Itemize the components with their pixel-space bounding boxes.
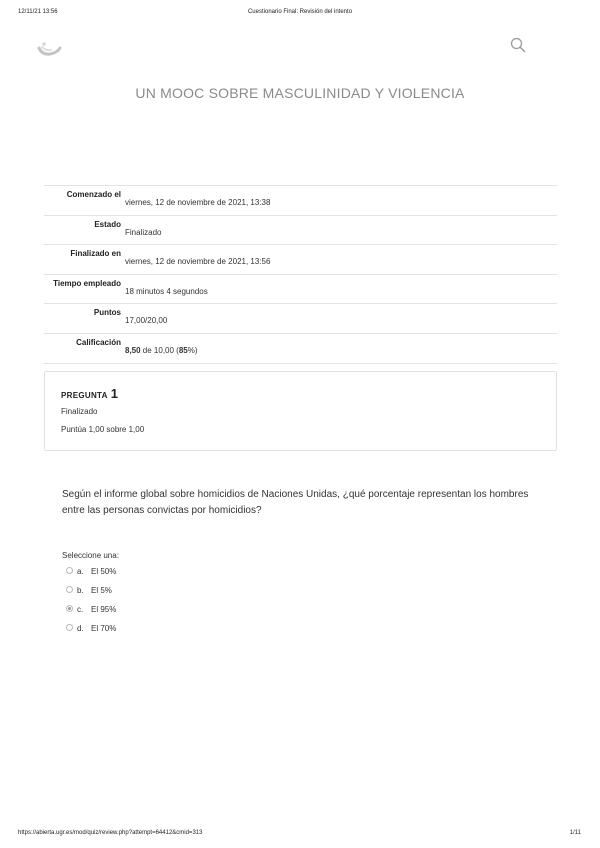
option-letter: b. <box>77 586 84 595</box>
grade-percent: 85 <box>178 345 188 355</box>
question-info-box <box>44 371 557 451</box>
site-logo-icon[interactable] <box>36 38 62 58</box>
question-text: Según el informe global sobre homicidios de Naciones Unidas, ¿qué porcentaje representan los hombres entre las personas convictas por homicidios? <box>62 489 529 516</box>
summary-label: Puntos <box>93 308 121 318</box>
option-text: El 50% <box>91 567 117 576</box>
question-number: 1 <box>110 386 119 401</box>
option-text: El 70% <box>91 624 117 633</box>
summary-label: Estado <box>94 219 121 229</box>
print-date: 12/11/21 13:56 <box>18 9 58 15</box>
radio-button-selected[interactable] <box>66 605 73 612</box>
summary-label: Comenzado el <box>66 190 121 199</box>
summary-row-time-taken <box>44 275 557 305</box>
attempt-summary-table <box>44 185 557 364</box>
summary-grade-value <box>125 346 198 355</box>
course-title: UN MOOC SOBRE MASCULINIDAD Y VIOLENCIA <box>135 85 465 101</box>
summary-row-points <box>44 304 557 334</box>
summary-row-state <box>44 216 557 246</box>
radio-button[interactable] <box>66 624 73 631</box>
question-grade: Puntúa 1,00 sobre 1,00 <box>61 425 145 434</box>
radio-button[interactable] <box>66 586 73 593</box>
summary-value: 17,00/20,00 <box>125 316 168 326</box>
grade-middle: de 10,00 ( <box>140 345 179 355</box>
print-document-title: Cuestionario Final: Revisión del intento <box>247 9 353 15</box>
summary-label: Calificación <box>76 337 121 347</box>
summary-value: viernes, 12 de noviembre de 2021, 13:56 <box>125 257 271 267</box>
option-letter: d. <box>77 624 84 633</box>
print-url: https://abierta.ugr.es/mod/quiz/review.php?attempt=64412&cmid=313 <box>18 830 203 836</box>
search-icon[interactable] <box>510 37 526 53</box>
answer-prompt: Seleccione una: <box>62 551 119 560</box>
option-letter: a. <box>77 567 84 576</box>
summary-row-grade <box>44 334 557 364</box>
grade-score: 8,50 <box>125 345 141 355</box>
summary-label: Tiempo empleado <box>53 278 121 288</box>
radio-button[interactable] <box>66 567 73 574</box>
summary-value: viernes, 12 de noviembre de 2021, 13:38 <box>125 198 271 207</box>
option-text: El 95% <box>91 605 117 614</box>
summary-row-finished <box>44 245 557 275</box>
summary-value: 18 minutos 4 segundos <box>125 286 208 296</box>
print-page-number: 1/11 <box>569 830 581 836</box>
summary-value: Finalizado <box>125 227 162 237</box>
question-state: Finalizado <box>61 407 98 416</box>
option-letter: c. <box>77 605 84 614</box>
grade-suffix: %) <box>187 345 198 355</box>
option-text: El 5% <box>91 586 112 595</box>
question-heading-label: PREGUNTA <box>61 391 108 400</box>
summary-label: Finalizado en <box>70 249 121 259</box>
question-heading <box>61 386 118 401</box>
summary-row-started <box>44 186 557 216</box>
print-header <box>0 9 600 21</box>
